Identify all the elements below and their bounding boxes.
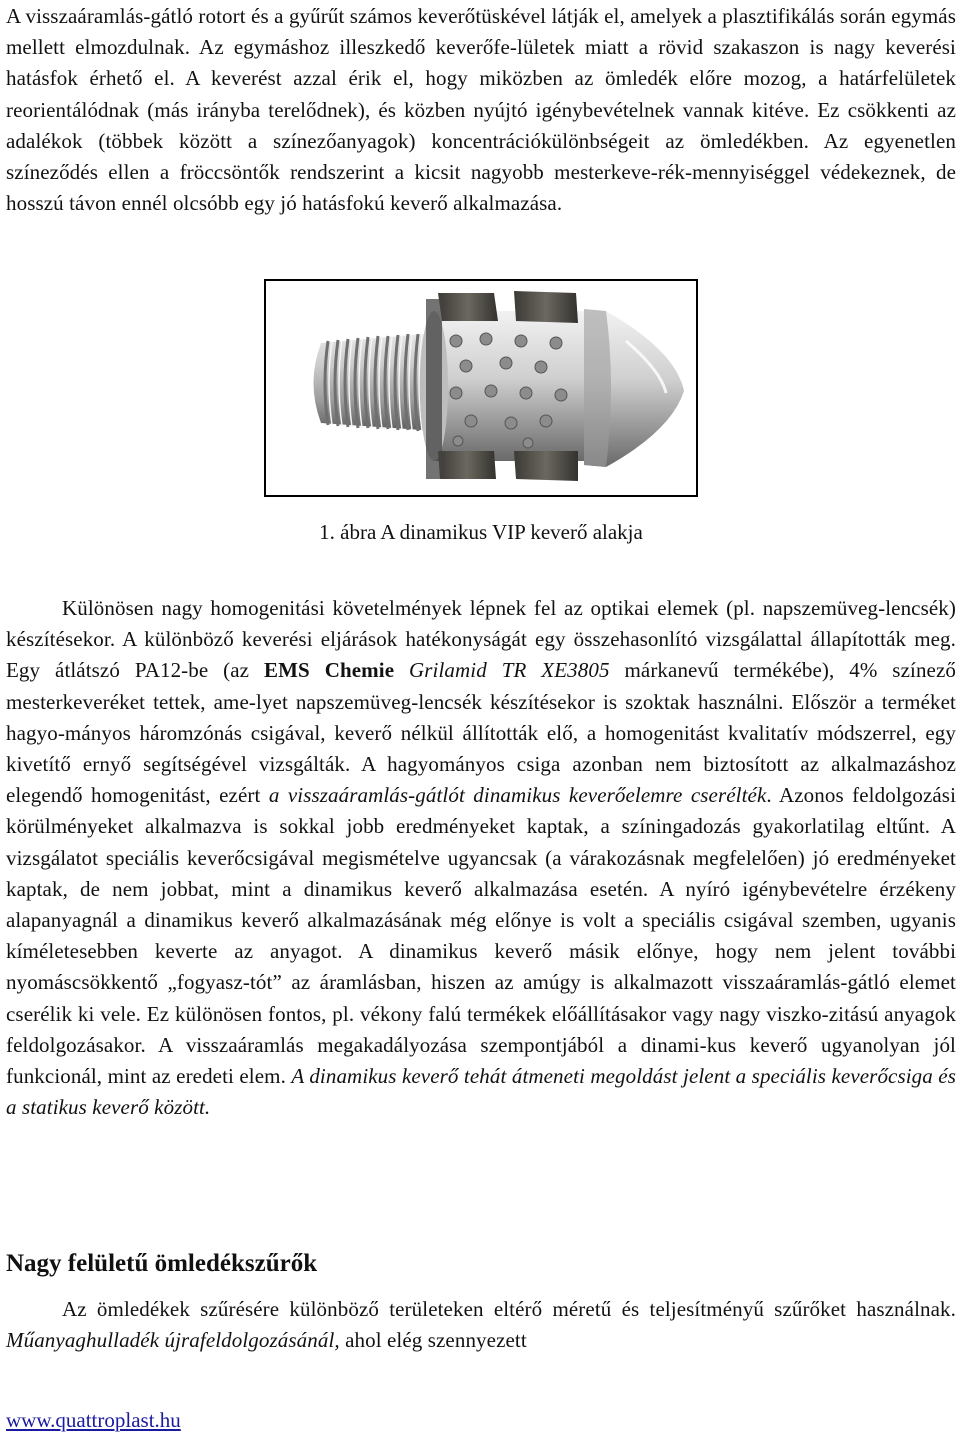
paragraph2-text-1: Különösen nagy homogenitási követelmények lépnek fel az optikai elemek (pl. napszemüveg-lencsék) készítésekor. A különböző keverési eljárások hatékonyságát egy összehasonlító vizsgálattal állapították meg. Egy átlátszó PA12-be (az [6,596,956,683]
paragraph3-italic: Műanyaghulladék újrafeldolgozásánál, [6,1328,340,1353]
thread-shaft [314,333,437,431]
paragraph-homogenization-test [6,593,956,1123]
paragraph3-text-1: Az ömledékek szűrésére különböző területeken eltérő méretű és teljesítményű szűrőket használnak. [62,1297,956,1321]
product-name: Grilamid TR XE3805 [409,658,610,683]
brand-name: EMS Chemie [264,658,395,683]
section-heading: Nagy felületű ömledékszűrők [6,1250,318,1277]
paragraph-melt-filters [6,1294,956,1356]
vip-mixer-illustration [266,281,696,495]
figure-vip-mixer [264,279,698,497]
figure-caption: 1. ábra A dinamikus VIP keverő alakja [319,520,643,544]
space [394,658,409,682]
paragraph2-italic-1: a visszaáramlás-gátlót dinamikus keverőelemre cserélték [268,783,767,808]
paragraph2-text-2: márkanevű termékébe), 4% színező mesterkeveréket tettek, ame-lyet napszemüveg-lencsék készítésekor is szoktak használni. Először a terméket hagyo-mányos háromzónás csigával, keverő nélkül állították elő, a homogenitást kvalitatív módszerrel, egy kivetítő ernyő segítségével vizsgálták. A hagyományos csiga azonban nem biztosított az alkalmazáshoz elegendő homogenitást, ezért [6,658,956,808]
paragraph-rotor-description: A visszaáramlás-gátló rotort és a gyűrűt számos keverőtüskével látják el, amelyek a plasztifikálás során egymás mellett elmozdulnak. Az egymáshoz illeszkedő keverőfe-lületek miatt a rövid szakaszon is nagy keverési hatásfok érhető el. A keverést azzal érik el, hogy miközben az ömledék előre mozog, a határfelületek reorientálódnak (más irányba terelődnek), és közben nyújtó igénybevételnek vannak kitéve. Ez csökkenti az adalékok (többek között a színezőanyagok) koncentrációkülönbségeit az ömledékben. Az egyenetlen színeződés ellen a fröccsöntők rendszerint a kicsit nagyobb mesterkeve-rék-mennyiséggel védekeznek, de hosszú távon ennél olcsóbb egy jó hatásfokú keverő alkalmazása. [6,4,956,216]
paragraph3-text-2: ahol elég szennyezett [339,1328,527,1353]
mixer-body [420,311,594,461]
footer-website-link[interactable]: www.quattroplast.hu [6,1408,181,1432]
paragraph2-italic-2: A dinamikus keverő tehát átmeneti megoldást jelent a speciális keverőcsiga és a statikus keverő között. [6,1064,956,1120]
paragraph2-text-3: . Azonos feldolgozási körülményeket alkalmazva is sokkal jobb eredményeket kaptak, a színingadozás gyakorlatilag eltűnt. A vizsgálatot speciális keverőcsigával megismételve ugyancsak (a várakozásnak megfelelően) jó eredményeket kaptak, de nem jobbat, mint a dinamikus keverő alkalmazása esetén. A nyíró igénybevételre érzékeny alapanyagnál a dinamikus keverő alkalmazásának még előnye is volt a speciális csigával szemben, ugyanis kíméletesebben keverte az anyagot. A dinamikus keverő másik előnye, hogy nem jelent további nyomáscsökkentő „fogyasz-tót” az áramlásban, hiszen az amúgy is alkalmazott visszaáramlás-gátló elemet cserélik ki vele. Ez különösen fontos, pl. vékony falú termékek előállításakor vagy nagy viszko-zitású anyagok feldolgozásakor. A visszaáramlás megakadályozása szempontjából a dinami-kus keverő ugyanolyan jól funkcionál, mint az eredeti elem. [6,783,957,1089]
